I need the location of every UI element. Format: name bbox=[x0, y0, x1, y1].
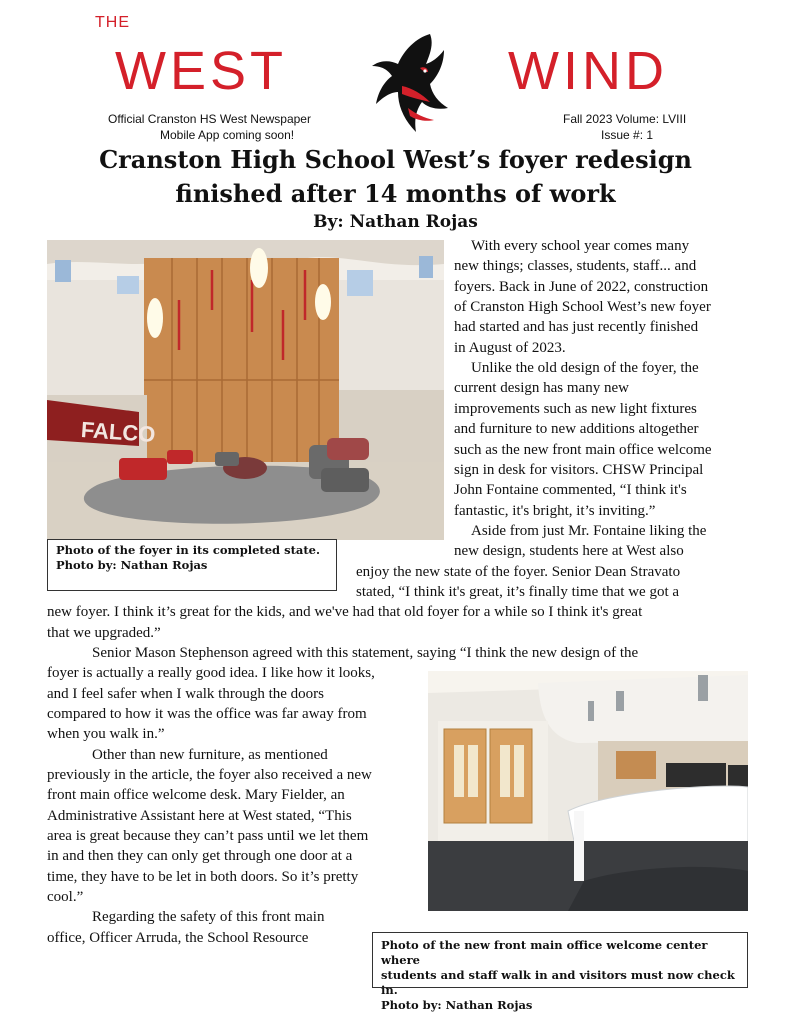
headline-line-2: finished after 14 months of work bbox=[175, 179, 616, 208]
article-text-line: that we upgraded.” bbox=[47, 625, 161, 641]
article-text-line: in August of 2023. bbox=[454, 340, 566, 356]
article-text-line: new design, students here at West also bbox=[454, 543, 684, 559]
photo1-caption-text: Photo of the foyer in its completed state. bbox=[56, 543, 320, 557]
article-text-line: enjoy the new state of the foyer. Senior Dean Stravato bbox=[356, 564, 681, 580]
article-text-line: stated, “I think it's great, it’s finally time that we got a bbox=[356, 584, 680, 600]
byline: By: Nathan Rojas bbox=[313, 212, 478, 232]
photo2-caption-text: Photo of the new front main office welcome center where bbox=[381, 938, 708, 967]
article-text-line: improvements such as new light fixtures bbox=[454, 401, 697, 417]
masthead-tagline: Official Cranston HS West Newspaper bbox=[108, 112, 311, 126]
article-text-line: current design has many new bbox=[454, 380, 629, 396]
article-text-line: Aside from just Mr. Fontaine liking the bbox=[471, 523, 707, 539]
article-text-line: John Fontaine commented, “I think it's bbox=[454, 482, 687, 498]
masthead-west: WEST bbox=[115, 41, 287, 101]
article-text-line: front main office welcome desk. Mary Fielder, an bbox=[47, 787, 345, 803]
foyer-photo bbox=[47, 240, 444, 540]
article-text-line: of Cranston High School West’s new foyer bbox=[454, 299, 711, 315]
article-text-line: and I feel safer when I walk through the doors bbox=[47, 686, 324, 702]
article-text-line: had started and has just recently finished bbox=[454, 319, 699, 335]
masthead-the: THE bbox=[95, 14, 130, 31]
article-text-line: cool.” bbox=[47, 889, 84, 905]
photo2-caption-credit: Photo by: Nathan Rojas bbox=[381, 998, 533, 1012]
article-text-line: Regarding the safety of this front main bbox=[92, 909, 325, 925]
article-text-line: foyers. Back in June of 2022, construction bbox=[454, 279, 709, 295]
article-text-line: when you walk in.” bbox=[47, 726, 165, 742]
article-text-line: Unlike the old design of the foyer, the bbox=[471, 360, 699, 376]
photo2-caption-text-2: students and staff walk in and visitors must now check in. bbox=[381, 968, 735, 997]
photo1-caption-credit: Photo by: Nathan Rojas bbox=[56, 558, 208, 572]
article-text-line: previously in the article, the foyer also received a new bbox=[47, 767, 372, 783]
front-office-photo bbox=[428, 671, 748, 911]
headline-line-1: Cranston High School West’s foyer redesign bbox=[99, 145, 692, 174]
article-text-line: office, Officer Arruda, the School Resource bbox=[47, 930, 309, 946]
falcons-banner: FALCO bbox=[80, 416, 157, 448]
article-text-line: area is great because they can’t pass until we let them bbox=[47, 828, 369, 844]
article-text-line: With every school year comes many bbox=[471, 238, 690, 254]
article-text-line: Other than new furniture, as mentioned bbox=[92, 747, 328, 763]
article-text-line: fantastic, it's bright, it’s inviting.” bbox=[454, 503, 656, 519]
article-text-line: foyer is actually a really good idea. I like how it looks, bbox=[47, 665, 375, 681]
falcon-logo-icon bbox=[368, 30, 452, 142]
article-text-line: in and then they can only get through one door at a bbox=[47, 848, 353, 864]
masthead-issue: Issue #: 1 bbox=[601, 128, 654, 142]
masthead-volume: Fall 2023 Volume: LVIII bbox=[563, 112, 687, 126]
photo1-caption bbox=[47, 539, 337, 591]
article-text-line: compared to how it was the office was far away from bbox=[47, 706, 367, 722]
article-text-line: Administrative Assistant here at West stated, “This bbox=[47, 808, 352, 824]
masthead-wind: WIND bbox=[508, 41, 668, 101]
photo2-caption bbox=[372, 932, 748, 1012]
masthead-app-note: Mobile App coming soon! bbox=[160, 128, 295, 142]
article-text-line: new things; classes, students, staff... and bbox=[454, 258, 697, 274]
article-text-line: Senior Mason Stephenson agreed with this statement, saying “I think the new design of the bbox=[92, 645, 639, 661]
article-text-line: sign in desk for visitors. CHSW Principal bbox=[454, 462, 704, 478]
article-text-line: such as the new front main office welcome bbox=[454, 442, 712, 458]
article-text-line: time, they have to be let in both doors. So it’s pretty bbox=[47, 869, 359, 885]
article-text-line: new foyer. I think it’s great for the kids, and we've had that old foyer for a while so I think it's great bbox=[47, 604, 643, 620]
article-text-line: and furniture to new additions altogether bbox=[454, 421, 699, 437]
